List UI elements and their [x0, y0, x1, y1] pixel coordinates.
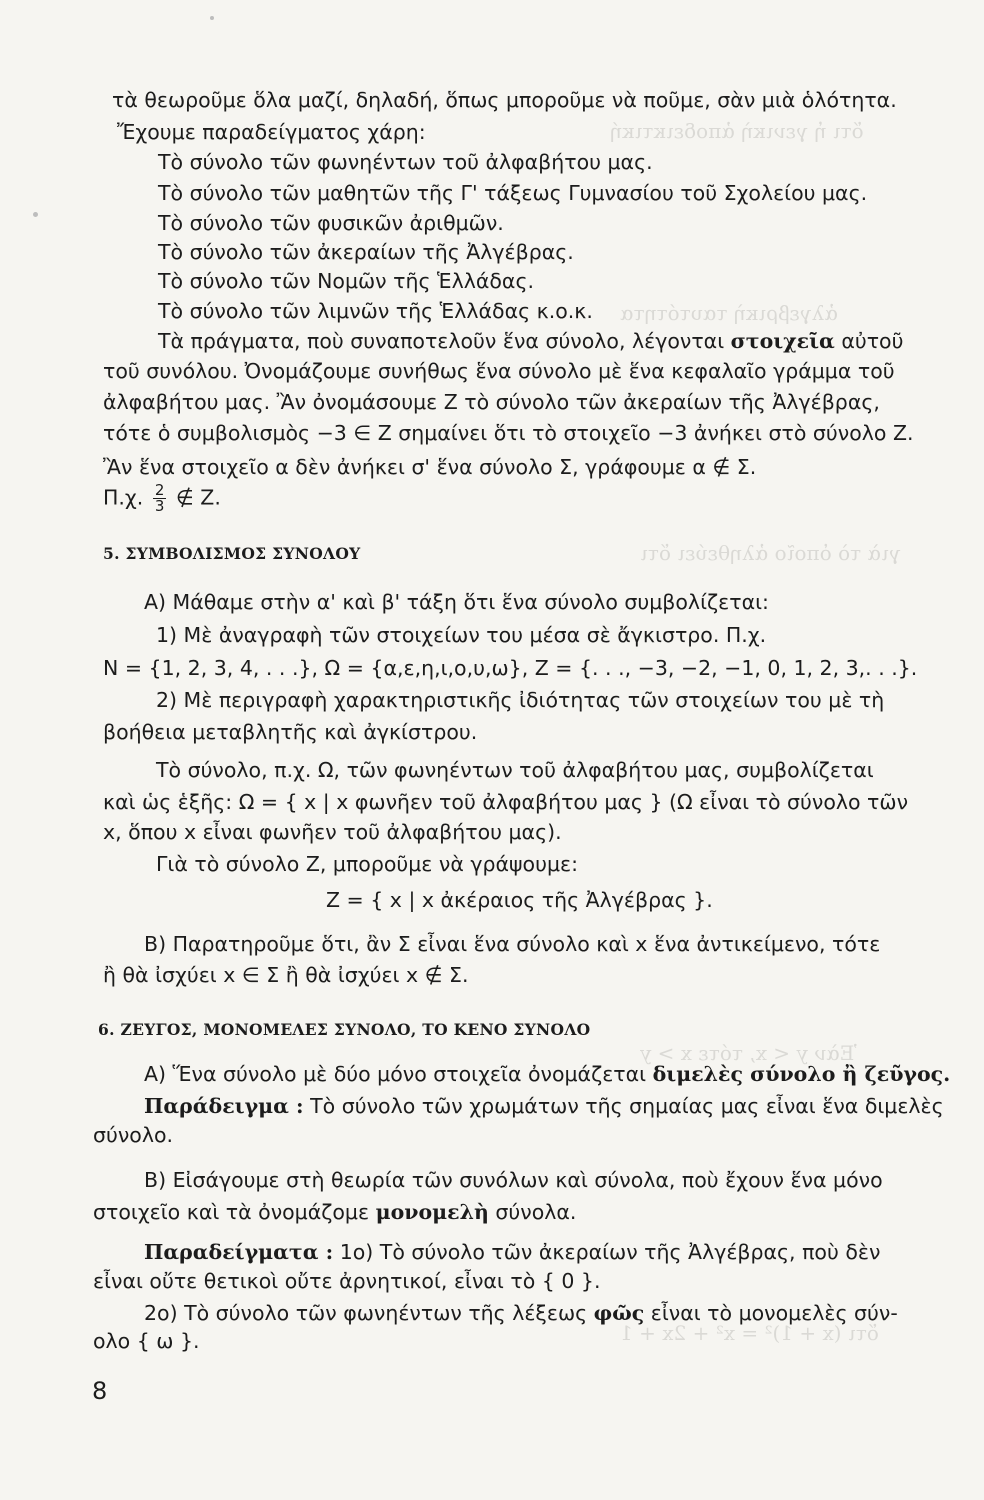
example-item: Τὸ σύνολο τῶν λιμνῶν τῆς Ἑλλάδας κ.ο.κ. — [158, 299, 593, 323]
paragraph-line: 2) Μὲ περιγραφὴ χαρακτηριστικῆς ἰδιότητας τῶν στοιχείων του μὲ τὴ — [156, 688, 885, 712]
text-run: 1ο) Τὸ σύνολο τῶν ἀκεραίων τῆς Ἀλγέβρας, ποὺ δὲν — [333, 1240, 881, 1264]
paragraph-line: σύνολο. — [93, 1123, 174, 1147]
paragraph-line: ἀλφαβήτου μας. Ἂν ὀνομάσουμε Ζ τὸ σύνολο τῶν ἀκεραίων τῆς Ἀλγέβρας, — [103, 390, 880, 414]
text-run: 2ο) Τὸ σύνολο τῶν φωνηέντων τῆς λέξεως — [144, 1301, 594, 1325]
paragraph-line — [103, 483, 221, 514]
text-run: Τὸ σύνολο τῶν χρωμάτων τῆς σημαίας μας εἶναι ἕνα διμελὲς — [303, 1094, 944, 1118]
paragraph-line: Γιὰ τὸ σύνολο Ζ, μποροῦμε νὰ γράψουμε: — [156, 852, 578, 876]
paragraph-line — [158, 328, 903, 354]
paragraph-line: καὶ ὡς ἑξῆς: Ω = { x | x φωνῆεν τοῦ ἀλφαβήτου μας } (Ω εἶναι τὸ σύνολο τῶν — [103, 790, 909, 814]
math-line: Ζ = { x | x ἀκέραιος τῆς Ἀλγέβρας }. — [326, 888, 713, 912]
example-item: Τὸ σύνολο τῶν Νομῶν τῆς Ἑλλάδας. — [158, 269, 534, 293]
example-item: Τὸ σύνολο τῶν ἀκεραίων τῆς Ἀλγέβρας. — [158, 240, 574, 264]
text-run: αὐτοῦ — [834, 329, 904, 353]
section-5-heading: 5. ΣΥΜΒΟΛΙΣΜΟΣ ΣΥΝΟΛΟΥ — [103, 544, 361, 563]
bleed-through-text: ὅτι ἡ γενικὴ ἀποδεικτική — [610, 119, 864, 143]
bleed-through-text: ὅτι (x + 1)² = x² + 2x + 1 — [620, 1321, 879, 1345]
paragraph-line — [144, 1300, 898, 1326]
paragraph-line: Β) Παρατηροῦμε ὅτι, ἂν Σ εἶναι ἕνα σύνολο καὶ x ἕνα ἀντικείμενο, τότε — [144, 932, 881, 956]
term-fos: φῶς — [593, 1301, 645, 1325]
paragraph-line: Β) Εἰσάγουμε στὴ θεωρία τῶν συνόλων καὶ σύνολα, ποὺ ἔχουν ἕνα μόνο — [144, 1168, 883, 1192]
example-item: Τὸ σύνολο τῶν φωνηέντων τοῦ ἀλφαβήτου μας. — [158, 150, 653, 174]
paragraph-line: 1) Μὲ ἀναγραφὴ τῶν στοιχείων του μέσα σὲ ἄγκιστρο. Π.χ. — [156, 623, 767, 647]
paragraph-line: Ἂν ἕνα στοιχεῖο α δὲν ἀνήκει σ' ἕνα σύνολο Σ, γράφουμε α ∉ Σ. — [103, 455, 757, 479]
section-6-heading: 6. ΖΕΥΓΟΣ, ΜΟΝΟΜΕΛΕΣ ΣΥΝΟΛΟ, ΤΟ ΚΕΝΟ ΣΥΝΟΛΟ — [98, 1020, 591, 1039]
bleed-through-text: γιὰ τὸ ὁποῖο ἀληθεύει ὅτι — [640, 541, 901, 565]
example-item: Τὸ σύνολο τῶν μαθητῶν τῆς Γ' τάξεως Γυμνασίου τοῦ Σχολείου μας. — [158, 181, 868, 205]
paragraph-line: x, ὅπου x εἶναι φωνῆεν τοῦ ἀλφαβήτου μας). — [103, 820, 562, 844]
bleed-through-text: ἀλγεβρικὴ ταυτότητα — [620, 301, 838, 325]
paragraph-line — [93, 1199, 576, 1225]
paragraph-line: Α) Μάθαμε στὴν α' καὶ β' τάξη ὅτι ἕνα σύνολο συμβολίζεται: — [144, 590, 769, 614]
examples-label: Παραδείγματα : — [144, 1240, 334, 1264]
text-run: ∉ Ζ. — [175, 485, 221, 510]
text-run: σύνολα. — [488, 1200, 577, 1224]
math-line: N = {1, 2, 3, 4, . . .}, Ω = {α,ε,η,ι,ο,υ,ω}, Ζ = {. . ., −3, −2, −1, 0, 1, 2, 3,. . .}. — [103, 656, 918, 680]
intro-line-2: Ἔχουμε παραδείγματος χάρη: — [117, 120, 426, 144]
paragraph-line — [144, 1093, 944, 1119]
intro-line-1: τὰ θεωροῦμε ὅλα μαζί, δηλαδή, ὅπως μποροῦμε νὰ ποῦμε, σὰν μιὰ ὁλότητα. — [112, 88, 897, 112]
paragraph-line — [144, 1239, 880, 1265]
print-mark — [210, 16, 214, 20]
paragraph-line: Τὸ σύνολο, π.χ. Ω, τῶν φωνηέντων τοῦ ἀλφαβήτου μας, συμβολίζεται — [156, 758, 874, 782]
text-run: Π.χ. — [103, 485, 144, 510]
term-stoicheia: στοιχεῖα — [730, 329, 835, 353]
page-number: 8 — [92, 1377, 108, 1405]
paragraph-line: τοῦ συνόλου. Ὀνομάζουμε συνήθως ἕνα σύνολο μὲ ἕνα κεφαλαῖο γράμμα τοῦ — [103, 359, 895, 383]
paragraph-line: ἢ θὰ ἰσχύει x ∈ Σ ἢ θὰ ἰσχύει x ∉ Σ. — [103, 963, 469, 987]
paragraph-line: εἶναι οὔτε θετικοὶ οὔτε ἀρνητικοί, εἶναι τὸ { 0 }. — [93, 1269, 601, 1293]
text-run: στοιχεῖο καὶ τὰ ὀνομάζομε — [93, 1200, 376, 1224]
paragraph-line: βοήθεια μεταβλητῆς καὶ ἀγκίστρου. — [103, 720, 478, 744]
fraction — [153, 483, 167, 514]
paragraph-line — [144, 1061, 950, 1087]
example-item: Τὸ σύνολο τῶν φυσικῶν ἀριθμῶν. — [158, 211, 504, 235]
example-label: Παράδειγμα : — [144, 1094, 304, 1118]
fraction-denominator: 3 — [154, 497, 165, 515]
text-run: Α) Ἕνα σύνολο μὲ δύο μόνο στοιχεῖα ὀνομάζεται — [144, 1062, 653, 1086]
bleed-through-text: Ἐὰν y < x, τότε x > y — [640, 1041, 857, 1065]
paragraph-line: ολο { ω }. — [93, 1329, 200, 1353]
text-run: Τὰ πράγματα, ποὺ συναποτελοῦν ἕνα σύνολο, λέγονται — [158, 329, 731, 353]
term-monomeli: μονομελὴ — [375, 1200, 489, 1224]
print-mark — [33, 212, 38, 217]
fraction-numerator: 2 — [154, 481, 165, 499]
text-run: εἶναι τὸ μονομελὲς σύν- — [644, 1301, 898, 1325]
term-dimeles: διμελὲς σύνολο ἢ ζεῦγος. — [652, 1062, 951, 1086]
paragraph-line: τότε ὁ συμβολισμὸς −3 ∈ Ζ σημαίνει ὅτι τὸ στοιχεῖο −3 ἀνήκει στὸ σύνολο Ζ. — [103, 421, 914, 445]
